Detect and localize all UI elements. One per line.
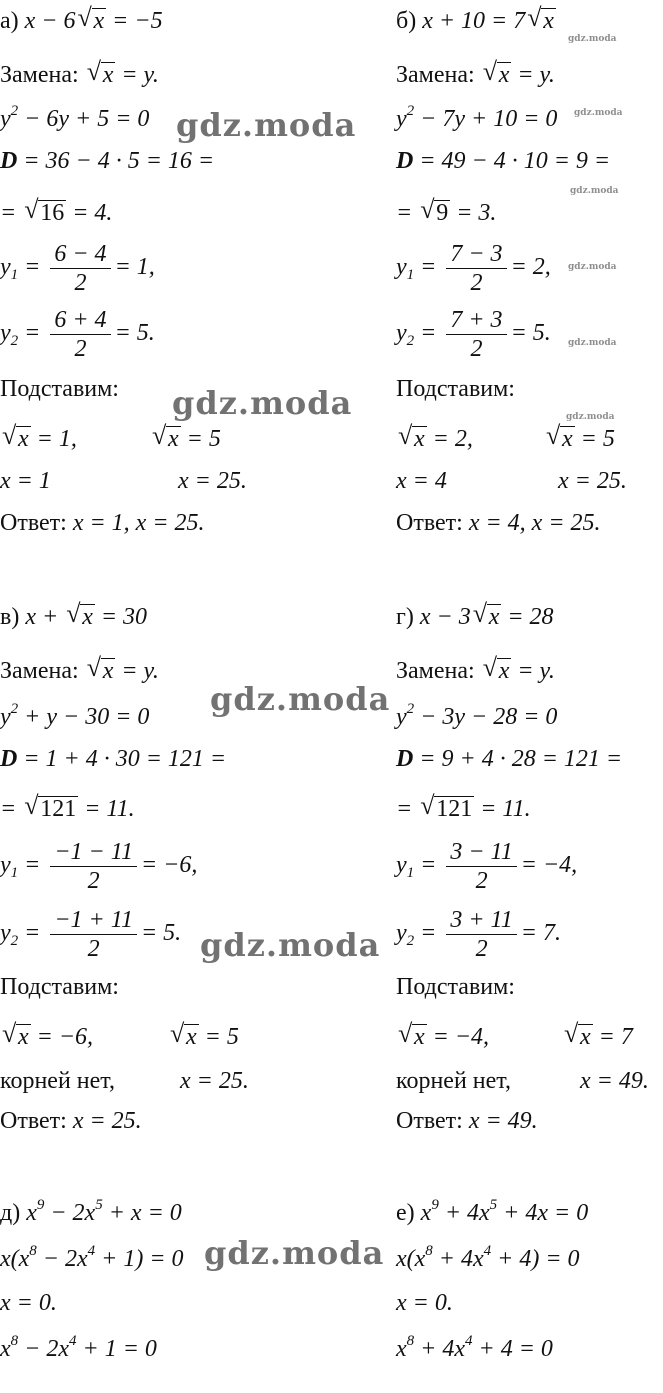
watermark: gdz.moda [210, 680, 391, 718]
sqrt-line-v: = √ 121 = 11. [0, 791, 135, 822]
eq2-v: √ x = 5 [170, 1019, 239, 1050]
x1-g: корней нет, [396, 1068, 511, 1094]
watermark: gdz.moda [568, 262, 617, 272]
header-g: г) x − 3 √ x = 28 [396, 599, 554, 630]
watermark: gdz.moda [204, 1234, 385, 1272]
discriminant-v: D = 1 + 4 · 30 = 121 = [0, 746, 227, 772]
answer-a: Ответ: x = 1, x = 25. [0, 510, 205, 536]
zamena-v: Замена: √ x = y. [0, 653, 159, 684]
eq1-v: √ x = −6, [2, 1019, 94, 1050]
expr: = y. [115, 62, 159, 88]
subst-b: Подставим: [396, 376, 515, 402]
sqrt-line-b: = √ 9 = 3. [396, 195, 497, 226]
x2-a: x = 25. [178, 468, 247, 494]
radical: √ x [86, 57, 114, 88]
y2-v: $y_2$ = $\frac{-1 + 11}{2}$ = 5. [0, 907, 182, 962]
label: Замена: [0, 62, 79, 88]
y2-g: $y_2$ = $\frac{3 + 11}{2}$ = 7. [396, 907, 561, 962]
y2-a: $y_2$ = $\frac{6 + 4}{2}$ = 5. [0, 307, 155, 362]
y1-g: $y_1$ = $\frac{3 - 11}{2}$ = −4, [396, 839, 578, 894]
x1-b: x = 4 [396, 468, 447, 494]
y1-a: $y_1$ = $\frac{6 - 4}{2}$ = 1, [0, 241, 155, 296]
header-v: в) x + √ x = 30 [0, 599, 148, 630]
discriminant-b: D = 49 − 4 · 10 = 9 = [396, 148, 611, 174]
answer-b: Ответ: x = 4, x = 25. [396, 510, 601, 536]
eq1-a: √ x = 1, [2, 421, 77, 452]
line2-e: $x(x^8 + 4x^4 + 4) = 0$ [396, 1243, 580, 1272]
zamena-g: Замена: √ x = y. [396, 653, 555, 684]
header-b: б) x + 10 = 7 √ x [396, 3, 554, 34]
y1-b: $y_1$ = $\frac{7 - 3}{2}$ = 2, [396, 241, 551, 296]
x1-v: корней нет, [0, 1068, 115, 1094]
watermark: gdz.moda [568, 338, 617, 348]
expr-post: = −5 [106, 8, 163, 34]
quadratic-a: $y^2 - 6y + 5 = 0$ [0, 103, 150, 132]
eq2-b: √ x = 5 [546, 421, 615, 452]
eq2-a: √ x = 5 [152, 421, 221, 452]
answer-g: Ответ: x = 49. [396, 1108, 538, 1134]
line2-d: $x(x^8 - 2x^4 + 1) = 0$ [0, 1243, 184, 1272]
watermark: gdz.moda [176, 106, 357, 144]
eq2-g: √ x = 7 [564, 1019, 633, 1050]
line3-d: x = 0. [0, 1290, 57, 1316]
watermark: gdz.moda [570, 186, 619, 196]
x1-a: x = 1 [0, 468, 51, 494]
line4-d: $x^8 - 2x^4 + 1 = 0$ [0, 1333, 157, 1362]
watermark: gdz.moda [574, 108, 623, 118]
y1-v: $y_1$ = $\frac{-1 - 11}{2}$ = −6, [0, 839, 198, 894]
sqrt-line-g: = √ 121 = 11. [396, 791, 531, 822]
header-a [0, 3, 163, 36]
line3-e: x = 0. [396, 1290, 453, 1316]
sqrt-line-a: = √ 16 = 4. [0, 195, 113, 226]
subst-a: Подставим: [0, 376, 119, 402]
line4-e: $x^8 + 4x^4 + 4 = 0$ [396, 1333, 553, 1362]
watermark: gdz.moda [568, 34, 617, 44]
watermark: gdz.moda [200, 926, 381, 964]
watermark: gdz.moda [172, 384, 353, 422]
answer-v: Ответ: x = 25. [0, 1108, 142, 1134]
eq1-b: √ x = 2, [398, 421, 473, 452]
eq1-g: √ x = −4, [398, 1019, 490, 1050]
radical: √ x [77, 3, 105, 34]
line1-e: е) $x^9 + 4x^5 + 4x = 0$ [396, 1197, 589, 1226]
subst-v: Подставим: [0, 974, 119, 1000]
y2-b: $y_2$ = $\frac{7 + 3}{2}$ = 5. [396, 307, 551, 362]
subst-g: Подставим: [396, 974, 515, 1000]
quadratic-g: $y^2 - 3y - 28 = 0$ [396, 701, 558, 730]
discriminant-g: D = 9 + 4 · 28 = 121 = [396, 746, 623, 772]
label: а) [0, 8, 19, 34]
x2-b: x = 25. [558, 468, 627, 494]
x2-v: x = 25. [180, 1068, 249, 1094]
line1-d: д) $x^9 - 2x^5 + x = 0$ [0, 1197, 182, 1226]
quadratic-v: $y^2 + y - 30 = 0$ [0, 701, 150, 730]
quadratic-b: $y^2 - 7y + 10 = 0$ [396, 103, 558, 132]
zamena-a [0, 57, 159, 90]
expr: x − 6 [24, 8, 76, 34]
discriminant-a: D = 36 − 4 · 5 = 16 = [0, 148, 215, 174]
x2-g: x = 49. [580, 1068, 649, 1094]
watermark: gdz.moda [566, 412, 615, 422]
zamena-b: Замена: √ x = y. [396, 57, 555, 88]
